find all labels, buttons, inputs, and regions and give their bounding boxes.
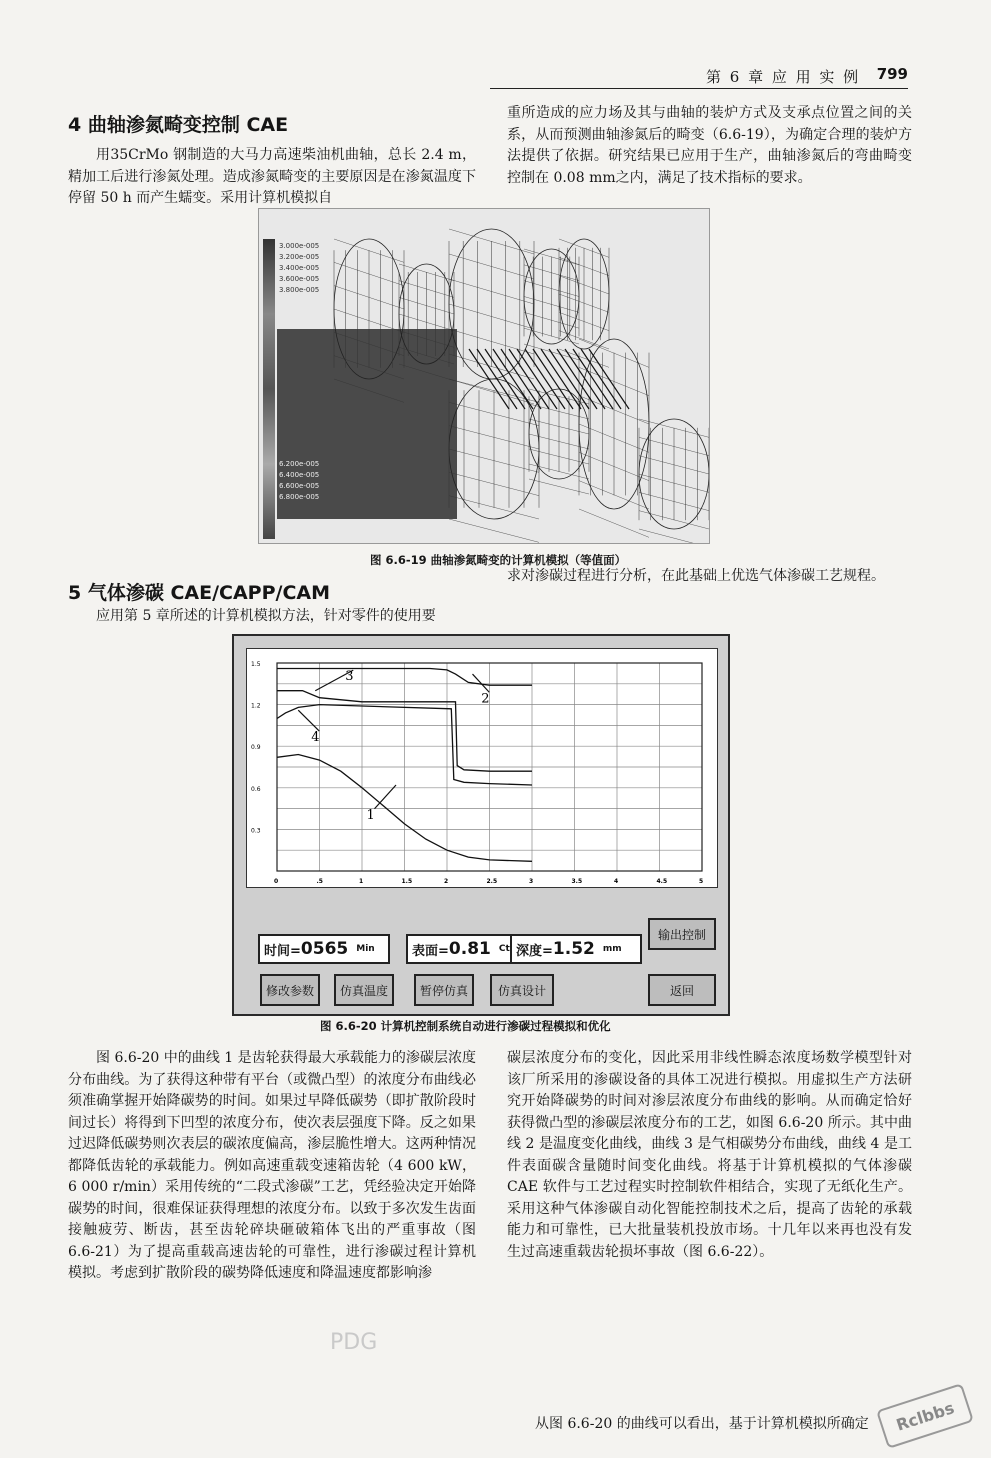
x-tick-label: 5 bbox=[699, 878, 704, 885]
y-tick-label: 1.5 bbox=[251, 661, 261, 668]
chapter-title: 第 6 章 应 用 实 例 bbox=[706, 68, 861, 86]
legend-label: 6.400e-005 bbox=[279, 471, 320, 479]
x-tick-label: 0 bbox=[274, 878, 279, 885]
carburizing-control-window bbox=[232, 634, 730, 1016]
body-para-left: 图 6.6-20 中的曲线 1 是齿轮获得最大承载能力的渗碳层浓度分布曲线。为了获得这种带有平台（或微凸型）的浓度分布曲线必须准确掌握开始降碳势的时间。如果过早降低碳势（即扩散阶段时间过长）将得到下凹型的浓度分布，使次表层强度下降。反之如果过迟降低碳势则次表层的碳浓度偏高，渗层脆性增大。这两种情况都降低齿轮的承载能力。例如高速重载变速箱齿轮（4 600 kW，6 000 r/min）采用传统的“二段式渗碳”工艺，凭经验决定开始降碳势的时间，很难保证获得理想的浓度分布。以致于多次发生齿面接触疲劳、断齿，甚至齿轮碎块砸破箱体飞出的严重事故（图 6.6-21）为了提高重载高速齿轮的可靠性，进行渗碳过程计算机模拟。考虑到扩散阶段的碳势降低速度和降温速度都影响渗 bbox=[68, 1050, 476, 1281]
surface-unit: Ct bbox=[498, 944, 510, 954]
legend-label: 6.600e-005 bbox=[279, 482, 320, 490]
depth-label: 深度= bbox=[516, 943, 553, 959]
curve-label-4: 4 bbox=[311, 730, 320, 746]
surface-value: 0.81 bbox=[448, 939, 491, 959]
depth-value: 1.52 bbox=[552, 939, 595, 959]
body-para-right-last: 从图 6.6-20 的曲线可以看出，基于计算机模拟所确定 bbox=[535, 1416, 869, 1432]
y-tick-label: 1.2 bbox=[251, 702, 261, 710]
time-value: 0565 bbox=[300, 939, 349, 959]
curve-pointer-4 bbox=[298, 710, 319, 731]
simulate-temperature-button[interactable]: 仿真温度 bbox=[334, 974, 394, 1006]
depth-unit: mm bbox=[602, 944, 622, 954]
time-readout bbox=[258, 934, 390, 964]
figure20-caption: 图 6.6-20 计算机控制系统自动进行渗碳过程模拟和优化 bbox=[320, 1019, 611, 1033]
section5-para-right: 求对渗碳过程进行分析，在此基础上优选气体渗碳工艺规程。 bbox=[507, 568, 885, 584]
legend-label: 6.200e-005 bbox=[279, 460, 320, 468]
simulation-design-button[interactable]: 仿真设计 bbox=[490, 974, 554, 1006]
output-control-button[interactable]: 输出控制 bbox=[648, 918, 716, 950]
legend-top-labels bbox=[279, 241, 319, 296]
pause-simulation-button[interactable]: 暂停仿真 bbox=[414, 974, 474, 1006]
x-tick-label: 1 bbox=[359, 878, 364, 885]
color-legend-bar bbox=[263, 239, 275, 539]
surface-label: 表面= bbox=[412, 943, 449, 959]
x-tick-label: 3 bbox=[529, 878, 534, 885]
y-tick-label: 0.6 bbox=[251, 785, 261, 793]
running-header bbox=[490, 66, 908, 89]
figure19-caption: 图 6.6-19 曲轴渗氮畸变的计算机模拟（等值面） bbox=[370, 553, 627, 567]
site-stamp-watermark: Rclbbs bbox=[876, 1383, 974, 1449]
modify-params-button[interactable]: 修改参数 bbox=[260, 974, 320, 1006]
legend-bottom-labels bbox=[279, 459, 319, 503]
x-tick-label: 4 bbox=[614, 878, 619, 885]
time-unit: Min bbox=[356, 944, 375, 954]
page-number: 799 bbox=[876, 65, 908, 83]
x-tick-label: 3.5 bbox=[571, 878, 583, 885]
y-tick-label: 0.3 bbox=[251, 827, 261, 835]
legend-label: 3.600e-005 bbox=[279, 275, 320, 283]
section4-para-right: 重所造成的应力场及其与曲轴的装炉方式及支承点位置之间的关系，从而预测曲轴渗氮后的畸变（6.6-19），为确定合理的装炉方法提供了依据。研究结果已应用于生产，曲轴渗氮后的弯曲畸变控制在 0.08 mm之内，满足了技术指标的要求。 bbox=[507, 105, 912, 186]
concentration-plot bbox=[246, 648, 718, 888]
x-tick-label: .5 bbox=[316, 878, 323, 885]
x-tick-label: 1.5 bbox=[401, 878, 413, 885]
x-tick-label: 4.5 bbox=[656, 878, 668, 885]
crankshaft-mesh-image bbox=[259, 209, 709, 543]
pdg-watermark: PDG bbox=[330, 1330, 378, 1355]
curve-pointer-1 bbox=[375, 785, 397, 809]
x-tick-label: 2.5 bbox=[486, 878, 498, 885]
section5-heading: 5 气体渗碳 CAE/CAPP/CAM bbox=[68, 582, 331, 604]
body-para-right: 碳层浓度分布的变化，因此采用非线性瞬态浓度场数学模型针对该厂所采用的渗碳设备的具体工况进行模拟。用虚拟生产方法研究开始降碳势的时间对渗层浓度分布曲线的影响。从而确定恰好获得微凸型的渗碳层浓度分布的工艺，如图 6.6-20 所示。其中曲线 2 是温度变化曲线，曲线 3 是气相碳势分布曲线，曲线 4 是工件表面碳含量随时间变化曲线。将基于计算机模拟的气体渗碳 CAE 软件与工艺过程实时控制软件相结合，实现了无纸化生产。采用这种气体渗碳自动化智能控制技术之后，提高了齿轮的承载能力和可靠性，已大批量装机投放市场。十几年以来再也没有发生过高速重载齿轮损坏事故（图 6.6-22）。 bbox=[507, 1050, 912, 1260]
section5-para-left: 应用第 5 章所述的计算机模拟方法，针对零件的使用要 bbox=[96, 608, 436, 624]
legend-label: 3.400e-005 bbox=[279, 264, 320, 272]
legend-label: 6.800e-005 bbox=[279, 493, 320, 501]
legend-label: 3.800e-005 bbox=[279, 286, 320, 294]
legend-label: 3.000e-005 bbox=[279, 242, 320, 250]
curve-label-3: 3 bbox=[345, 669, 354, 685]
curve-label-2: 2 bbox=[481, 691, 490, 707]
carbon-profile-chart bbox=[247, 649, 717, 887]
y-tick-label: 0.9 bbox=[251, 744, 261, 752]
x-tick-label: 2 bbox=[444, 878, 449, 885]
return-button[interactable]: 返回 bbox=[648, 974, 716, 1006]
section4-para-left: 用35CrMo 钢制造的大马力高速柴油机曲轴，总长 2.4 m，精加工后进行渗氮处理。造成渗氮畸变的主要原因是在渗氮温度下停留 50 h 而产生蠕变。采用计算机模拟自 bbox=[68, 147, 476, 206]
time-label: 时间= bbox=[264, 943, 301, 959]
legend-label: 3.200e-005 bbox=[279, 253, 320, 261]
depth-readout bbox=[510, 934, 642, 964]
section4-heading: 4 曲轴渗氮畸变控制 CAE bbox=[68, 114, 289, 136]
curve-label-1: 1 bbox=[366, 807, 375, 823]
crankshaft-simulation-figure bbox=[258, 208, 710, 544]
